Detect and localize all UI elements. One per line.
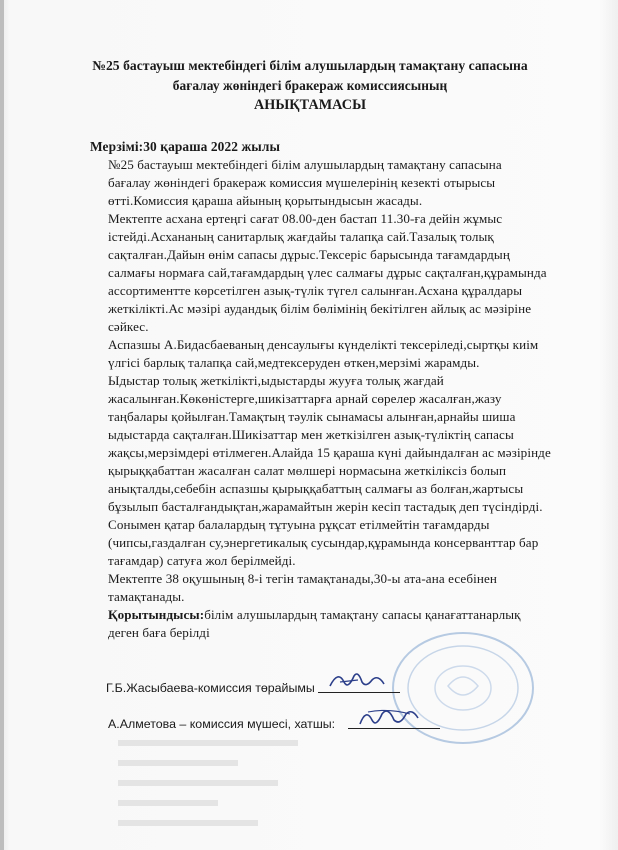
- secretary-signature-label: А.Алметова – комиссия мүшесі, хатшы:: [108, 717, 336, 731]
- body-line: салмағы нормаға сай,тағамдардың үлес салмағы дұрыс сақталған,құрамында: [108, 265, 547, 280]
- title-line-2: бағалау жөніндегі бракераж комиссиясының: [172, 78, 448, 93]
- date-line: Мерзімі:30 қараша 2022 жылы: [90, 139, 281, 154]
- signature-mark-icon: [358, 704, 420, 730]
- body-line: сақталған.Дайын өнім сапасы дұрыс.Тексеріс барысында тағамдардың: [108, 247, 510, 262]
- body-line: үлгісі барлық талапқа сай,медтексеруден өткен,мерзімі жарамды.: [108, 355, 480, 370]
- body-line: өтті.Комиссия қараша айының қорытындысын жасады.: [108, 193, 423, 208]
- scan-edge: [0, 0, 4, 850]
- body-line: тамақтанады.: [108, 589, 185, 604]
- signature-mark-icon: [328, 668, 388, 694]
- body-line: Сонымен қатар балалардың тұтуына рұқсат етілмейтін тағамдарды: [108, 517, 490, 532]
- body-line: Ыдыстар толық жеткілікті,ыдыстарды жууға толық жағдай: [108, 373, 444, 388]
- body-line: жақсы,мерзімдері өтілмеген.Алайда 15 қараша күні дайындалған ас мәзірінде: [108, 445, 551, 460]
- body-line: таңбалары қойылған.Тамақтың тәулік сынамасы алынған,арнайы шиша: [108, 409, 516, 424]
- body-line: Мектепте 38 оқушының 8-і тегін тамақтанады,30-ы ата-ана есебінен: [108, 571, 497, 586]
- body-line: (чипсы,газдалған су,энергетикалық сусындар,құрамында консерванттар бар: [108, 535, 539, 550]
- body-line: бұзылып басталғандықтан,жарамайтын жерін кесіп тастадық деп түсіндірді.: [108, 499, 543, 514]
- conclusion-label: Қорытындысы:: [108, 607, 205, 622]
- title-line-1: №25 бастауыш мектебіндегі білім алушылардың тамақтану сапасына: [92, 58, 528, 73]
- body-line: тағамдар) сатуға жол берілмейді.: [108, 553, 296, 568]
- body-line: ыдыстарда сақталған.Шикізаттар мен жеткізілген азық-түліктің сапасы: [108, 427, 514, 442]
- body-line: сәйкес.: [108, 319, 149, 334]
- body-line: бағалау жөніндегі бракераж комиссия мүшелерінің кезекті отырысы: [108, 175, 496, 190]
- body-line: жеткілікті.Ас мәзірі аудандық білім бөлімінің бекітілген айлық ас мәзіріне: [108, 301, 532, 316]
- chair-signature-label: Г.Б.Жасыбаева-комиссия төрайымы: [106, 681, 315, 695]
- conclusion-line: [108, 606, 521, 624]
- body-line: анықталды,себебін аспазшы қырыққабаттың салмағы аз болған,жартысы: [108, 481, 524, 496]
- bleed-through-marks: [108, 730, 508, 840]
- body-line: ассортиментте көрсетілген азық-түлік түгел салынған.Асхана құралдары: [108, 283, 523, 298]
- body-line: Аспазшы А.Бидасбаеваның денсаулығы күнделікті тексеріледі,сыртқы киім: [108, 337, 539, 352]
- body-line: жасалынған.Көкөністерге,шикізаттарға арнай сөрелер жасалған,жазу: [108, 391, 502, 406]
- body-line: Мектепте асхана ертеңгі сағат 08.00-ден бастап 11.30-ға дейін жұмыс: [108, 211, 503, 226]
- conclusion-line-2: деген баға берілді: [108, 625, 210, 640]
- title-line-3: АНЫҚТАМАСЫ: [253, 97, 367, 113]
- conclusion-text: білім алушылардың тамақтану сапасы қанағаттанарлық: [204, 607, 521, 622]
- body-line: №25 бастауыш мектебіндегі білім алушылардың тамақтану сапасына: [108, 157, 502, 172]
- body-line: қырыққабаттан жасалған салат мөлшері нормасына жеткіліксіз болып: [108, 463, 507, 478]
- body-line: істейді.Асхананың санитарлық жағдайы талапқа сай.Тазалық толық: [108, 229, 494, 244]
